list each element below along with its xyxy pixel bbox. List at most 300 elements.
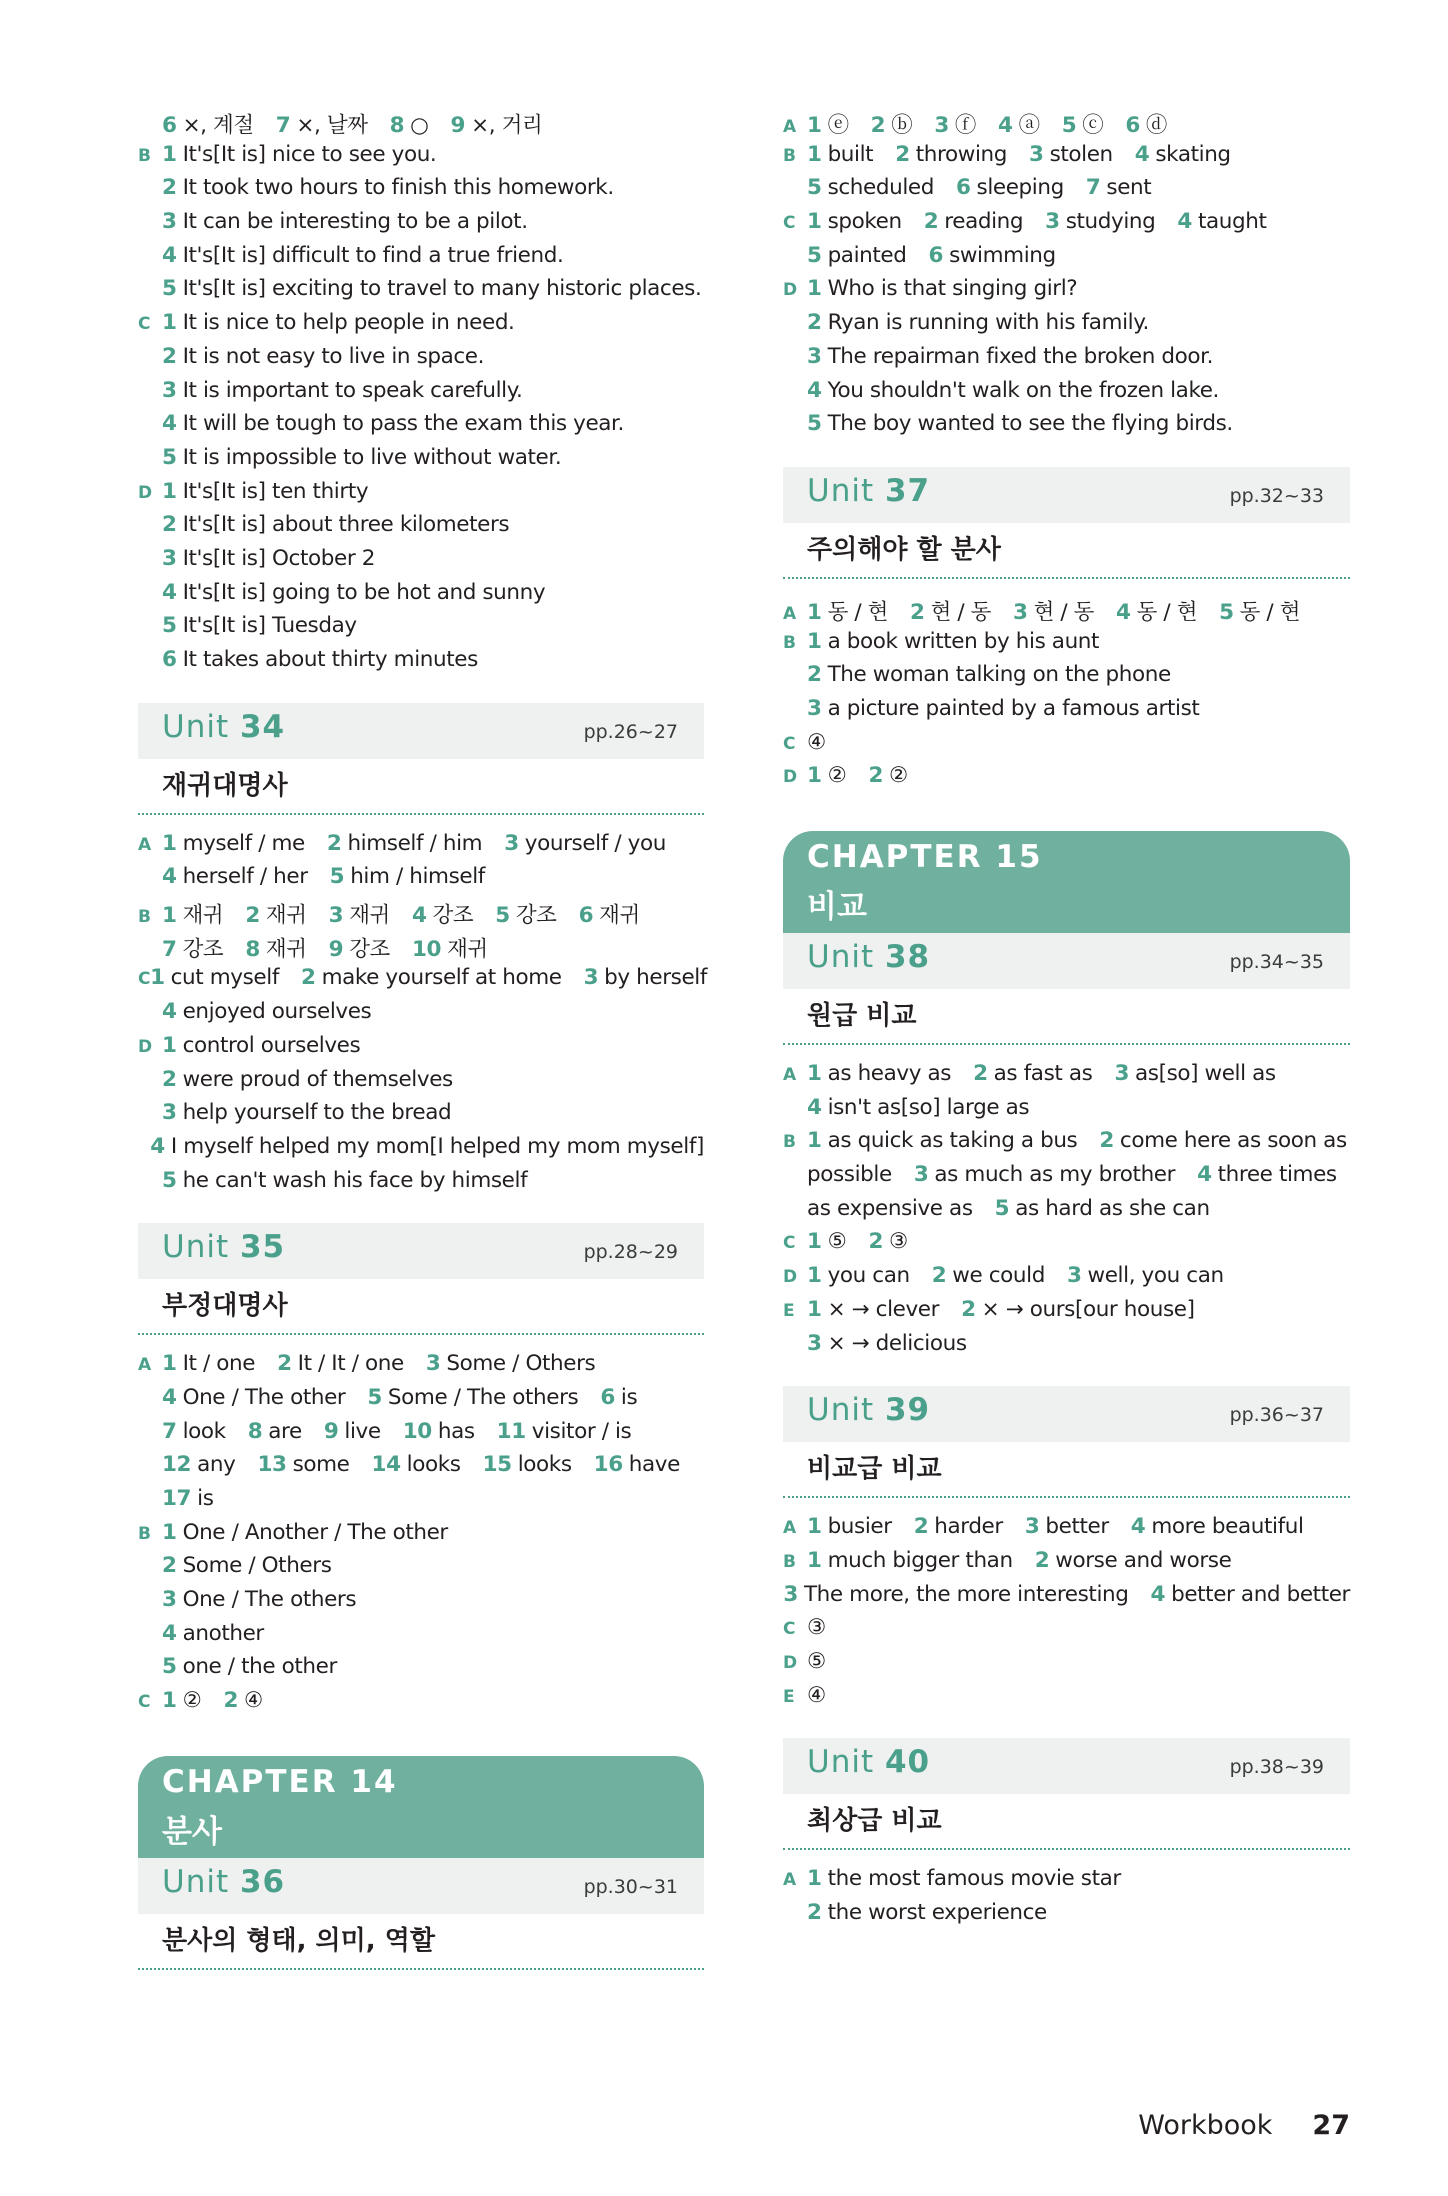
item-number: 5 xyxy=(807,242,822,268)
unit-34-section xyxy=(138,703,708,1202)
answer-text: One / The other xyxy=(182,1384,346,1410)
footer-label: Workbook xyxy=(1138,2110,1273,2141)
answer-text: more beautiful xyxy=(1151,1514,1304,1540)
item-number: 4 xyxy=(162,411,177,437)
answer-item xyxy=(807,175,934,200)
answer-item xyxy=(807,310,1149,335)
item-number: 1 xyxy=(162,310,177,336)
answer-text: cut myself xyxy=(170,965,279,991)
answer-line xyxy=(138,898,704,932)
answer-item xyxy=(403,1419,475,1444)
answer-block xyxy=(138,830,708,1202)
answer-line xyxy=(138,580,704,614)
item-number: 3 xyxy=(162,209,177,235)
answer-item xyxy=(807,1162,892,1187)
answer-text: him / himself xyxy=(350,864,485,890)
answer-text: × → clever xyxy=(827,1296,940,1322)
answer-text: looks xyxy=(517,1452,572,1478)
answer-line xyxy=(138,1688,704,1722)
answer-line xyxy=(138,1100,704,1134)
answer-text: painted xyxy=(827,242,907,268)
answer-text: ③ xyxy=(889,1229,908,1255)
answer-text: It's[It is] ten thirty xyxy=(182,478,369,504)
item-number: 1 xyxy=(162,1519,177,1545)
answer-line xyxy=(783,209,1350,243)
item-number: 2 xyxy=(223,1688,238,1714)
unit-title: Unit 34 xyxy=(162,708,286,745)
answer-text: isn't as[so] large as xyxy=(827,1094,1030,1120)
answer-item xyxy=(1219,595,1300,626)
item-number: 4 xyxy=(1116,599,1131,625)
answer-text: Ryan is running with his family. xyxy=(827,310,1149,336)
answer-text: ⓕ xyxy=(954,113,977,138)
item-number: 6 xyxy=(955,175,971,201)
answer-text: reading xyxy=(944,209,1024,235)
answer-line xyxy=(783,108,1350,142)
item-number: 8 xyxy=(389,113,405,138)
answer-line xyxy=(138,647,704,681)
answer-text: 현 / 동 xyxy=(1033,599,1095,625)
section-letter: E xyxy=(783,1300,795,1321)
answer-line xyxy=(138,1067,704,1101)
answer-line xyxy=(783,344,1350,378)
item-number: 2 xyxy=(807,1900,822,1925)
section-letter: C xyxy=(138,969,151,990)
answer-line xyxy=(138,1486,704,1520)
answer-item xyxy=(367,1385,578,1410)
answer-text: come here as soon as xyxy=(1119,1128,1347,1154)
answer-text: 강조 xyxy=(515,903,557,929)
item-number: 5 xyxy=(807,411,822,437)
answer-item xyxy=(1197,1162,1337,1187)
answer-text: 재귀 xyxy=(265,936,307,962)
answer-text: ⓒ xyxy=(1082,113,1104,138)
answer-line xyxy=(783,1061,1350,1095)
item-number: 4 xyxy=(1130,1514,1146,1540)
answer-line xyxy=(138,864,704,898)
item-number: 3 xyxy=(1066,1263,1082,1289)
answer-block xyxy=(138,108,704,681)
answer-item xyxy=(162,1486,214,1511)
answer-text: is xyxy=(620,1384,638,1410)
answer-item xyxy=(807,1514,892,1539)
answer-text: sent xyxy=(1106,175,1152,201)
answer-text: It / It / one xyxy=(297,1351,404,1377)
answer-item xyxy=(329,898,390,929)
answer-text: × → delicious xyxy=(827,1330,967,1356)
answer-item xyxy=(1125,108,1167,139)
answer-line xyxy=(783,142,1350,176)
answer-item xyxy=(914,1162,1175,1187)
unit-pages: pp.34~35 xyxy=(1229,951,1324,973)
answer-item xyxy=(497,1419,632,1444)
item-number: 9 xyxy=(323,1418,339,1444)
item-number: 1 xyxy=(807,1229,822,1255)
section-letter: A xyxy=(783,1870,796,1891)
answer-text: The more, the more interesting xyxy=(803,1581,1129,1607)
answer-item xyxy=(245,932,306,963)
answer-text: ② xyxy=(182,1688,202,1714)
item-number: 7 xyxy=(162,936,177,962)
section-letter: D xyxy=(783,767,797,788)
unit-title: Unit 35 xyxy=(162,1229,286,1266)
unit-header xyxy=(783,1738,1350,1794)
answer-text: ② xyxy=(827,763,847,789)
answer-line xyxy=(138,1654,704,1688)
answer-item xyxy=(807,730,826,755)
answer-item xyxy=(162,613,357,638)
answer-text: visitor / is xyxy=(531,1418,632,1444)
answer-item xyxy=(162,1385,345,1410)
answer-line xyxy=(783,763,1350,797)
item-number: 6 xyxy=(600,1384,615,1410)
unit-title: Unit 38 xyxy=(807,939,931,975)
answer-item xyxy=(162,999,371,1024)
answer-item xyxy=(807,1128,1077,1153)
item-number: 2 xyxy=(1099,1128,1114,1154)
answer-text: stolen xyxy=(1049,141,1113,167)
answer-item xyxy=(1177,209,1266,234)
answer-text: were proud of themselves xyxy=(182,1066,453,1092)
answer-text: ④ xyxy=(807,729,826,755)
answer-item xyxy=(807,1649,826,1674)
item-number: 9 xyxy=(328,936,344,962)
answer-item xyxy=(807,1297,939,1322)
answer-text: built xyxy=(827,141,874,167)
item-number: 3 xyxy=(162,1100,177,1126)
answer-item xyxy=(162,1520,448,1545)
item-number: 11 xyxy=(496,1418,526,1444)
answer-item xyxy=(324,1419,381,1444)
answer-block xyxy=(783,1514,1350,1716)
answer-item xyxy=(162,831,305,856)
answer-item xyxy=(495,898,556,929)
answer-text: 재귀 xyxy=(349,903,390,929)
answer-text: himself / him xyxy=(347,830,483,856)
answer-item xyxy=(390,113,429,138)
answer-item xyxy=(807,108,849,139)
section-letter: B xyxy=(138,145,151,166)
answer-item xyxy=(257,1452,349,1477)
chapter-label: CHAPTER 15 xyxy=(807,839,1043,875)
unit-37-section xyxy=(783,467,1350,797)
section-letter: C xyxy=(783,1619,796,1640)
item-number: 2 xyxy=(870,113,886,138)
answer-line xyxy=(138,479,704,513)
answer-text: some xyxy=(292,1452,350,1478)
item-number: 3 xyxy=(807,343,822,369)
unit-pages: pp.32~33 xyxy=(1229,484,1324,507)
answer-item xyxy=(1135,142,1231,167)
item-number: 4 xyxy=(162,999,177,1025)
answer-line xyxy=(138,512,704,546)
answer-text: ⓔ xyxy=(827,113,849,138)
answer-text: control ourselves xyxy=(182,1032,361,1058)
dotted-divider xyxy=(783,577,1350,579)
answer-text: another xyxy=(182,1620,264,1646)
answer-item xyxy=(162,1452,235,1477)
answer-line xyxy=(783,1095,1350,1129)
answer-item xyxy=(1025,1514,1109,1539)
item-number: 3 xyxy=(425,1351,441,1377)
item-number: 3 xyxy=(1024,1514,1040,1540)
item-number: 1 xyxy=(807,1514,822,1540)
answer-item xyxy=(1013,595,1094,626)
unit-35-section xyxy=(138,1223,704,1722)
item-number: 13 xyxy=(257,1452,287,1478)
answer-item xyxy=(807,142,873,167)
answer-block xyxy=(783,108,1350,445)
item-number: 2 xyxy=(162,1066,177,1092)
answer-item xyxy=(276,108,368,139)
answer-line xyxy=(783,730,1350,764)
answer-text: myself / me xyxy=(182,830,305,856)
answer-item xyxy=(807,1196,973,1221)
unit-title: Unit 37 xyxy=(807,472,931,509)
answer-text: any xyxy=(197,1452,236,1478)
answer-text: The repairman fixed the broken door. xyxy=(827,343,1214,369)
section-letter: D xyxy=(783,1652,797,1673)
answer-item xyxy=(277,1351,404,1376)
answer-item xyxy=(504,831,666,856)
unit-header xyxy=(783,1386,1350,1442)
item-number: 5 xyxy=(1219,599,1234,625)
answer-item xyxy=(807,1615,826,1640)
answer-item xyxy=(1045,209,1155,234)
item-number: 3 xyxy=(1114,1061,1129,1086)
answer-item xyxy=(807,1866,1121,1891)
answer-line xyxy=(783,1162,1350,1196)
item-number: 2 xyxy=(868,763,883,789)
answer-text: a picture painted by a famous artist xyxy=(827,695,1200,721)
answer-text: ② xyxy=(889,763,908,789)
answer-text: Some / The others xyxy=(387,1384,579,1410)
answer-line xyxy=(783,1683,1350,1717)
answer-line xyxy=(138,831,704,865)
answer-text: 강조 xyxy=(349,936,390,962)
item-number: 3 xyxy=(807,695,822,721)
item-number: 2 xyxy=(162,512,177,538)
item-number: 3 xyxy=(1029,141,1044,167)
item-number: 7 xyxy=(275,113,291,138)
item-number: 2 xyxy=(895,141,910,167)
answer-item xyxy=(245,898,306,929)
answer-item xyxy=(162,1587,356,1612)
answer-text: better xyxy=(1045,1514,1109,1540)
section-letter: C xyxy=(783,733,796,754)
answer-text: 강조 xyxy=(432,903,474,929)
dotted-divider xyxy=(138,1333,704,1335)
answer-line xyxy=(138,1520,704,1554)
answer-text: enjoyed ourselves xyxy=(182,999,372,1025)
item-number: 5 xyxy=(329,864,345,890)
answer-item xyxy=(929,243,1056,268)
answer-item xyxy=(412,898,473,929)
chapter-label: CHAPTER 14 xyxy=(162,1763,398,1800)
answer-line xyxy=(138,1168,704,1202)
item-number: 1 xyxy=(162,141,177,167)
answer-text: It can be interesting to be a pilot. xyxy=(182,209,528,235)
answer-item xyxy=(162,1168,527,1193)
item-number: 1 xyxy=(807,209,822,235)
item-number: 4 xyxy=(162,1620,177,1646)
item-number: 10 xyxy=(402,1418,432,1444)
answer-item xyxy=(162,108,254,139)
item-number: 3 xyxy=(504,830,519,856)
answer-line xyxy=(783,1615,1350,1649)
unit-subtitle: 비교급 비교 xyxy=(807,1454,942,1485)
item-number: 1 xyxy=(807,599,822,625)
answer-item xyxy=(807,662,1171,687)
section-letter: A xyxy=(783,1065,796,1085)
chapter-14-header xyxy=(138,1756,704,1858)
answer-item xyxy=(162,1100,451,1125)
item-number: 2 xyxy=(923,209,939,235)
answer-line xyxy=(138,932,704,966)
answer-text: It is important to speak carefully. xyxy=(182,377,523,403)
answer-item xyxy=(162,243,563,268)
answer-text: the most famous movie star xyxy=(827,1866,1121,1892)
answer-text: Some / Others xyxy=(446,1351,596,1377)
section-letter: C xyxy=(783,1233,796,1254)
unit-header xyxy=(783,467,1350,523)
answer-text: ×, 계절 xyxy=(182,113,254,138)
answer-text: a book written by his aunt xyxy=(827,628,1100,654)
dotted-divider xyxy=(783,1043,1350,1045)
chapter-title: 분사 xyxy=(162,1813,222,1850)
answer-line xyxy=(783,696,1350,730)
chapter-title: 비교 xyxy=(807,889,867,925)
answer-item xyxy=(807,595,888,626)
answer-item xyxy=(162,1621,264,1646)
item-number: 1 xyxy=(807,276,822,302)
answer-line xyxy=(138,175,704,209)
item-number: 1 xyxy=(807,763,822,789)
item-number: 6 xyxy=(162,647,177,672)
answer-line xyxy=(138,276,704,310)
answer-text: ⑤ xyxy=(807,1648,826,1674)
answer-item xyxy=(162,864,308,889)
item-number: 1 xyxy=(807,1263,822,1289)
answer-text: make yourself at home xyxy=(321,965,562,991)
answer-item xyxy=(329,932,390,963)
answer-item xyxy=(150,965,279,990)
item-number: 3 xyxy=(328,903,344,929)
answer-text: It is not easy to live in space. xyxy=(182,343,485,369)
answer-item xyxy=(483,1452,572,1477)
answer-text: have xyxy=(628,1452,680,1478)
answer-text: as hard as she can xyxy=(1015,1195,1210,1221)
unit-title: Unit 39 xyxy=(807,1392,931,1429)
answer-item xyxy=(451,108,543,139)
answer-item xyxy=(1086,175,1151,200)
unit-38-section xyxy=(783,933,1350,1364)
unit-header xyxy=(138,1858,704,1914)
item-number: 10 xyxy=(411,936,442,962)
unit-pages: pp.30~31 xyxy=(583,1875,678,1898)
answer-line xyxy=(783,629,1350,663)
section-letter: A xyxy=(138,1355,151,1376)
answer-line xyxy=(138,965,708,999)
answer-text: One / The others xyxy=(182,1587,357,1613)
answer-text: 재귀 xyxy=(599,903,640,929)
answer-item xyxy=(807,344,1213,369)
answer-text: The boy wanted to see the flying birds. xyxy=(827,411,1233,437)
answer-text: sleeping xyxy=(976,175,1064,201)
answer-text: You shouldn't walk on the frozen lake. xyxy=(827,377,1219,403)
answer-line xyxy=(138,1621,704,1655)
answer-item xyxy=(150,1134,704,1159)
item-number: 3 xyxy=(934,113,949,138)
answer-text: the worst experience xyxy=(827,1900,1047,1925)
answer-line xyxy=(783,175,1350,209)
answer-line xyxy=(138,445,704,479)
section-letter: C xyxy=(138,314,151,335)
unit-subtitle: 분사의 형태, 의미, 역할 xyxy=(162,1925,435,1956)
answer-item xyxy=(1099,1128,1346,1153)
answer-text: Who is that singing girl? xyxy=(827,276,1078,302)
answer-line xyxy=(783,1649,1350,1683)
answer-text: It is impossible to live without water. xyxy=(182,444,562,470)
item-number: 2 xyxy=(961,1296,976,1322)
answer-item xyxy=(807,1061,951,1086)
section-letter: C xyxy=(138,1692,151,1713)
item-number: 1 xyxy=(162,1351,177,1377)
dotted-divider xyxy=(138,813,704,815)
answer-text: The woman talking on the phone xyxy=(827,662,1171,688)
item-number: 4 xyxy=(411,903,427,929)
answer-item xyxy=(426,1351,596,1376)
answer-item xyxy=(1029,142,1113,167)
answer-item xyxy=(162,1688,201,1713)
answer-item xyxy=(1114,1061,1275,1086)
answer-item xyxy=(1151,1582,1350,1607)
answer-line xyxy=(138,613,704,647)
item-number: 14 xyxy=(371,1452,401,1478)
section-letter: B xyxy=(138,1523,151,1544)
answer-text: he can't wash his face by himself xyxy=(182,1167,528,1193)
answer-item xyxy=(162,647,478,672)
answer-text: It / one xyxy=(182,1351,256,1377)
answer-line xyxy=(138,1033,704,1067)
answer-line xyxy=(783,1196,1350,1230)
answer-line xyxy=(783,1582,1350,1616)
item-number: 2 xyxy=(973,1061,988,1086)
answer-text: × → ours[our house] xyxy=(981,1296,1195,1322)
item-number: 16 xyxy=(593,1452,623,1478)
answer-item xyxy=(807,629,1099,654)
answer-text: as expensive as xyxy=(807,1195,973,1221)
item-number: 3 xyxy=(807,1330,822,1356)
answer-text: possible xyxy=(807,1162,892,1188)
item-number: 1 xyxy=(162,1032,177,1058)
answer-item xyxy=(162,546,375,571)
answer-text: 현 / 동 xyxy=(930,599,992,625)
item-number: 4 xyxy=(162,864,177,890)
answer-item xyxy=(807,1900,1047,1925)
item-number: 1 xyxy=(807,1128,822,1154)
answer-item xyxy=(807,1331,967,1356)
answer-line xyxy=(783,243,1350,277)
item-number: 2 xyxy=(910,599,925,625)
answer-text: 동 / 현 xyxy=(1136,599,1198,625)
answer-text: by herself xyxy=(604,965,708,991)
item-number: 2 xyxy=(1034,1547,1050,1573)
section-letter: A xyxy=(783,1518,796,1539)
answer-item xyxy=(807,1229,846,1254)
item-number: 4 xyxy=(150,1133,165,1159)
answer-line xyxy=(783,1331,1350,1365)
